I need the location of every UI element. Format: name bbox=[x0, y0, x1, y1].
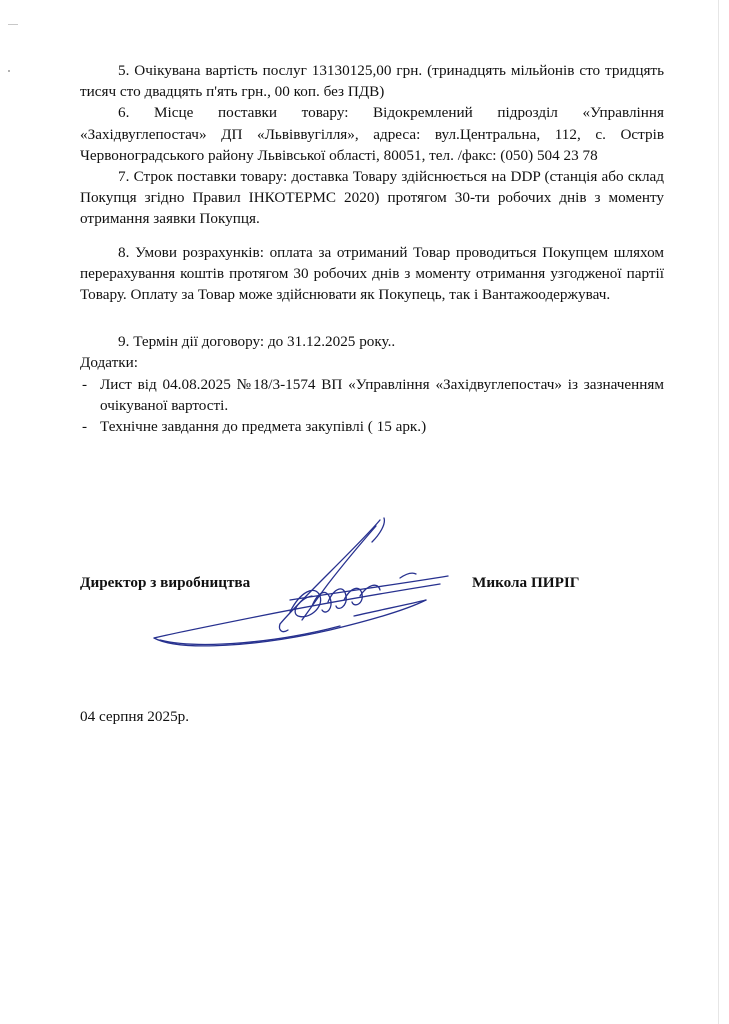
signature-block bbox=[80, 574, 664, 598]
document-date: 04 серпня 2025р. bbox=[80, 708, 190, 725]
scan-artifact bbox=[8, 24, 18, 25]
paragraph-expected-cost: 5. Очікувана вартість послуг 13130125,00 грн. (тринадцять мільйонів сто тридцять тисяч сто двадцять п'ять грн., 00 коп. без ПДВ) bbox=[80, 62, 664, 101]
scan-edge-line bbox=[718, 0, 719, 1024]
document-body bbox=[80, 60, 664, 437]
attachment-item bbox=[80, 374, 664, 416]
paragraph-contract-term: 9. Термін дії договору: до 31.12.2025 року.. bbox=[118, 333, 396, 351]
attachment-text: Технічне завдання до предмета закупівлі ( 15 арк.) bbox=[100, 418, 427, 436]
list-bullet: - bbox=[82, 375, 88, 393]
position-title: Директор з виробництва bbox=[80, 574, 251, 591]
scan-artifact bbox=[8, 70, 10, 72]
paragraph-delivery-place: 6. Місце поставки товару: Відокремлений підрозділ «Управління «Західвуглепостач» ДП «Львіввугілля», адреса: вул.Центральна, 112, с. Острів Червоноградського району Львівської області, 80051, тел. /факс: (050) 504 23 78 bbox=[80, 104, 664, 164]
attachment-text: Лист від 04.08.2025 №18/3-1574 ВП «Управління «Західвуглепостач» із зазначенням очікуваної вартості. bbox=[100, 375, 664, 414]
attachment-item bbox=[80, 416, 664, 437]
signer-name: Микола ПИРІГ bbox=[472, 574, 580, 591]
attachments-list bbox=[80, 374, 664, 438]
attachments-heading: Додатки: bbox=[80, 354, 138, 372]
paragraph-delivery-term: 7. Строк поставки товару: доставка Товару здійснюється на DDP (станція або склад Покупця згідно Правил ІНКОТЕРМС 2020) протягом 30-ти робочих днів з моменту отримання заявки Покупця. bbox=[80, 168, 664, 228]
list-bullet: - bbox=[82, 418, 88, 436]
paragraph-payment-terms: 8. Умови розрахунків: оплата за отриманий Товар проводиться Покупцем шляхом перерахування коштів протягом 30 робочих днів з моменту отримання узгодженої партії Товару. Оплату за Товар може здійснювати як Покупець, так і Вантажоодержувач. bbox=[80, 243, 664, 304]
